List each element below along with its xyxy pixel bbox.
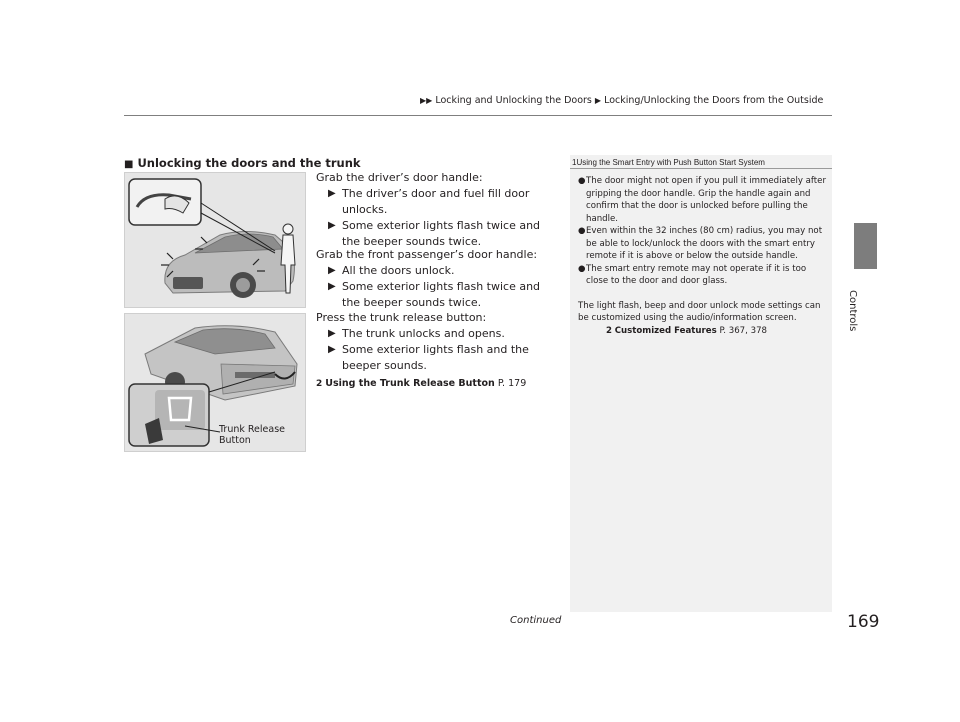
triangle-right-icon: ▶ [328,265,336,276]
step-passenger-door [316,247,560,311]
bullet-text: Even within the 32 inches (80 cm) radius, you may not be able to lock/unlock the doors with the smart entry remote if it is above or below the outside handle. [586,226,823,261]
reference-page: P. 179 [497,378,527,389]
result-item [316,326,560,342]
reference-title: Using the Trunk Release Button [325,378,495,389]
breadcrumb-arrows-icon: ▶▶ [420,96,433,105]
step-lead: Grab the front passenger’s door handle: [316,248,538,261]
callout-line-1: Trunk Release [219,424,285,435]
sidebar-bullet [578,175,826,225]
triangle-right-icon: ▶ [328,188,336,199]
result-text: The trunk unlocks and opens. [342,327,505,340]
bullet-icon: ● [578,226,586,236]
triangle-right-icon: ▶ [328,344,336,355]
result-text: All the doors unlock. [342,264,455,277]
result-item [316,342,560,374]
result-text: Some exterior lights flash and the beeper sounds. [342,343,529,372]
result-text: Some exterior lights flash twice and the beeper sounds twice. [342,219,541,248]
callout-line-2: Button [219,435,251,446]
sidebar-title-text: Using the Smart Entry with Push Button Start System [576,158,765,167]
section-heading [124,156,361,170]
result-item [316,186,560,218]
result-text: Some exterior lights flash twice and the beeper sounds twice. [342,280,541,309]
reference-title: Customized Features [614,325,717,336]
car-door-handle-image [125,173,305,307]
bullet-icon: ● [578,176,586,186]
bullet-text: The door might not open if you pull it immediately after gripping the door handle. Grip the handle again and confirm that the door is unlocked before pulling the handle. [586,176,826,224]
reference-arrow-icon: 2 [316,379,323,389]
step-lead: Press the trunk release button: [316,311,487,324]
section-heading-text: Unlocking the doors and the trunk [137,156,361,170]
sidebar-body [578,175,826,337]
reference-arrow-icon: 2 [606,325,612,336]
step-lead: Grab the driver’s door handle: [316,171,483,184]
sidebar-paragraph: The light flash, beep and door unlock mode settings can be customized using the audio/information screen. [578,300,821,323]
continued-label: Continued [510,615,562,626]
trunk-release-reference-link[interactable] [316,376,560,392]
breadcrumb [420,95,823,106]
sidebar-title [572,158,765,167]
triangle-right-icon: ▶ [328,220,336,231]
note-number-icon: 1 [572,158,577,167]
chapter-label: Controls [847,290,858,332]
step-driver-door [316,170,560,250]
header-divider [124,115,832,116]
reference-pages: P. 367, 378 [719,325,768,336]
result-item [316,279,560,311]
bullet-text: The smart entry remote may not operate if it is too close to the door and door glass. [586,263,807,286]
step-trunk [316,310,560,392]
result-item [316,218,560,250]
result-text: The driver’s door and fuel fill door unlocks. [342,187,530,216]
triangle-right-icon: ▶ [328,281,336,292]
door-handle-illustration [124,172,306,308]
breadcrumb-part-2[interactable]: Locking/Unlocking the Doors from the Outside [604,95,824,106]
breadcrumb-part-1[interactable]: Locking and Unlocking the Doors [435,95,592,106]
page-number: 169 [847,612,880,632]
bullet-icon: ● [578,263,586,274]
result-item [316,263,560,279]
sidebar-bullet [578,225,826,263]
breadcrumb-arrow-icon: ▶ [594,96,602,105]
sidebar-bullet [578,263,826,288]
section-marker-icon: ■ [124,159,134,170]
trunk-release-callout [219,424,285,446]
sidebar-divider [570,168,832,169]
chapter-tab [854,223,877,269]
triangle-right-icon: ▶ [328,328,336,339]
customized-features-reference-link[interactable] [578,325,826,338]
